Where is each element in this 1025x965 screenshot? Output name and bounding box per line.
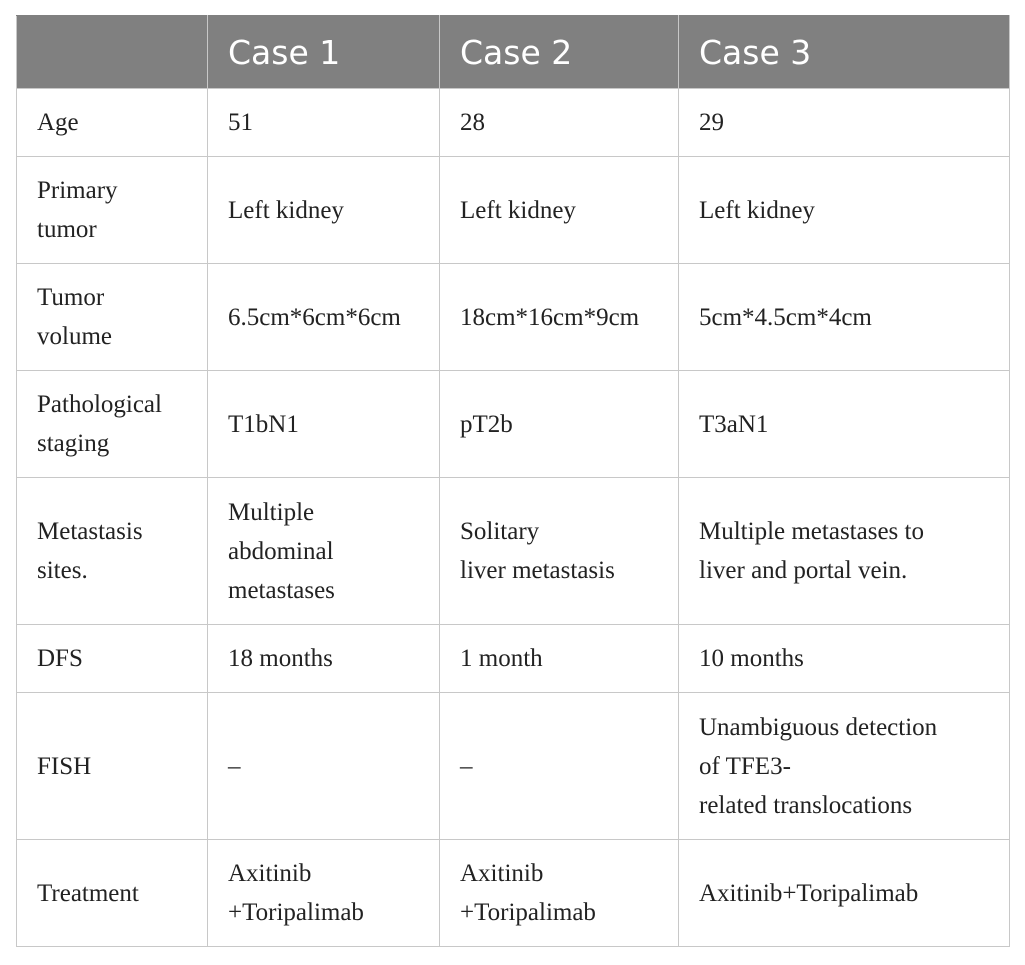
header-case-1: Case 1 (208, 16, 440, 89)
header-row (17, 16, 1010, 89)
case-2-cell: Solitary liver metastasis (440, 478, 679, 625)
case-2-cell: 28 (440, 89, 679, 157)
table-row-tumor-volume (17, 264, 1010, 371)
case-3-cell: Axitinib+Toripalimab (679, 840, 1010, 947)
header-case-2: Case 2 (440, 16, 679, 89)
case-1-cell: Multiple abdominal metastases (208, 478, 440, 625)
row-label: Tumor volume (17, 264, 208, 371)
case-1-cell: 51 (208, 89, 440, 157)
case-2-cell: Left kidney (440, 157, 679, 264)
case-2-cell: Axitinib +Toripalimab (440, 840, 679, 947)
header-case-3: Case 3 (679, 16, 1010, 89)
table-row-dfs (17, 625, 1010, 693)
case-1-cell: – (208, 693, 440, 840)
row-label: Age (17, 89, 208, 157)
case-1-cell: T1bN1 (208, 371, 440, 478)
case-3-cell: 10 months (679, 625, 1010, 693)
case-3-cell: Unambiguous detection of TFE3- related translocations (679, 693, 1010, 840)
case-3-cell: 29 (679, 89, 1010, 157)
row-label: DFS (17, 625, 208, 693)
row-label: Pathological staging (17, 371, 208, 478)
case-2-cell: pT2b (440, 371, 679, 478)
table-row-treatment (17, 840, 1010, 947)
case-3-cell: Left kidney (679, 157, 1010, 264)
row-label: Primary tumor (17, 157, 208, 264)
table-row-age (17, 89, 1010, 157)
table-row-fish (17, 693, 1010, 840)
case-3-cell: Multiple metastases to liver and portal vein. (679, 478, 1010, 625)
case-2-cell: 18cm*16cm*9cm (440, 264, 679, 371)
table-row-metastasis-sites (17, 478, 1010, 625)
case-1-cell: 18 months (208, 625, 440, 693)
case-1-cell: Axitinib +Toripalimab (208, 840, 440, 947)
case-2-cell: – (440, 693, 679, 840)
case-3-cell: T3aN1 (679, 371, 1010, 478)
header-blank (17, 16, 208, 89)
table-row-primary-tumor (17, 157, 1010, 264)
case-1-cell: Left kidney (208, 157, 440, 264)
row-label: FISH (17, 693, 208, 840)
row-label: Treatment (17, 840, 208, 947)
case-2-cell: 1 month (440, 625, 679, 693)
table-row-pathological-staging (17, 371, 1010, 478)
case-3-cell: 5cm*4.5cm*4cm (679, 264, 1010, 371)
case-comparison-table (16, 15, 1010, 947)
row-label: Metastasis sites. (17, 478, 208, 625)
case-1-cell: 6.5cm*6cm*6cm (208, 264, 440, 371)
